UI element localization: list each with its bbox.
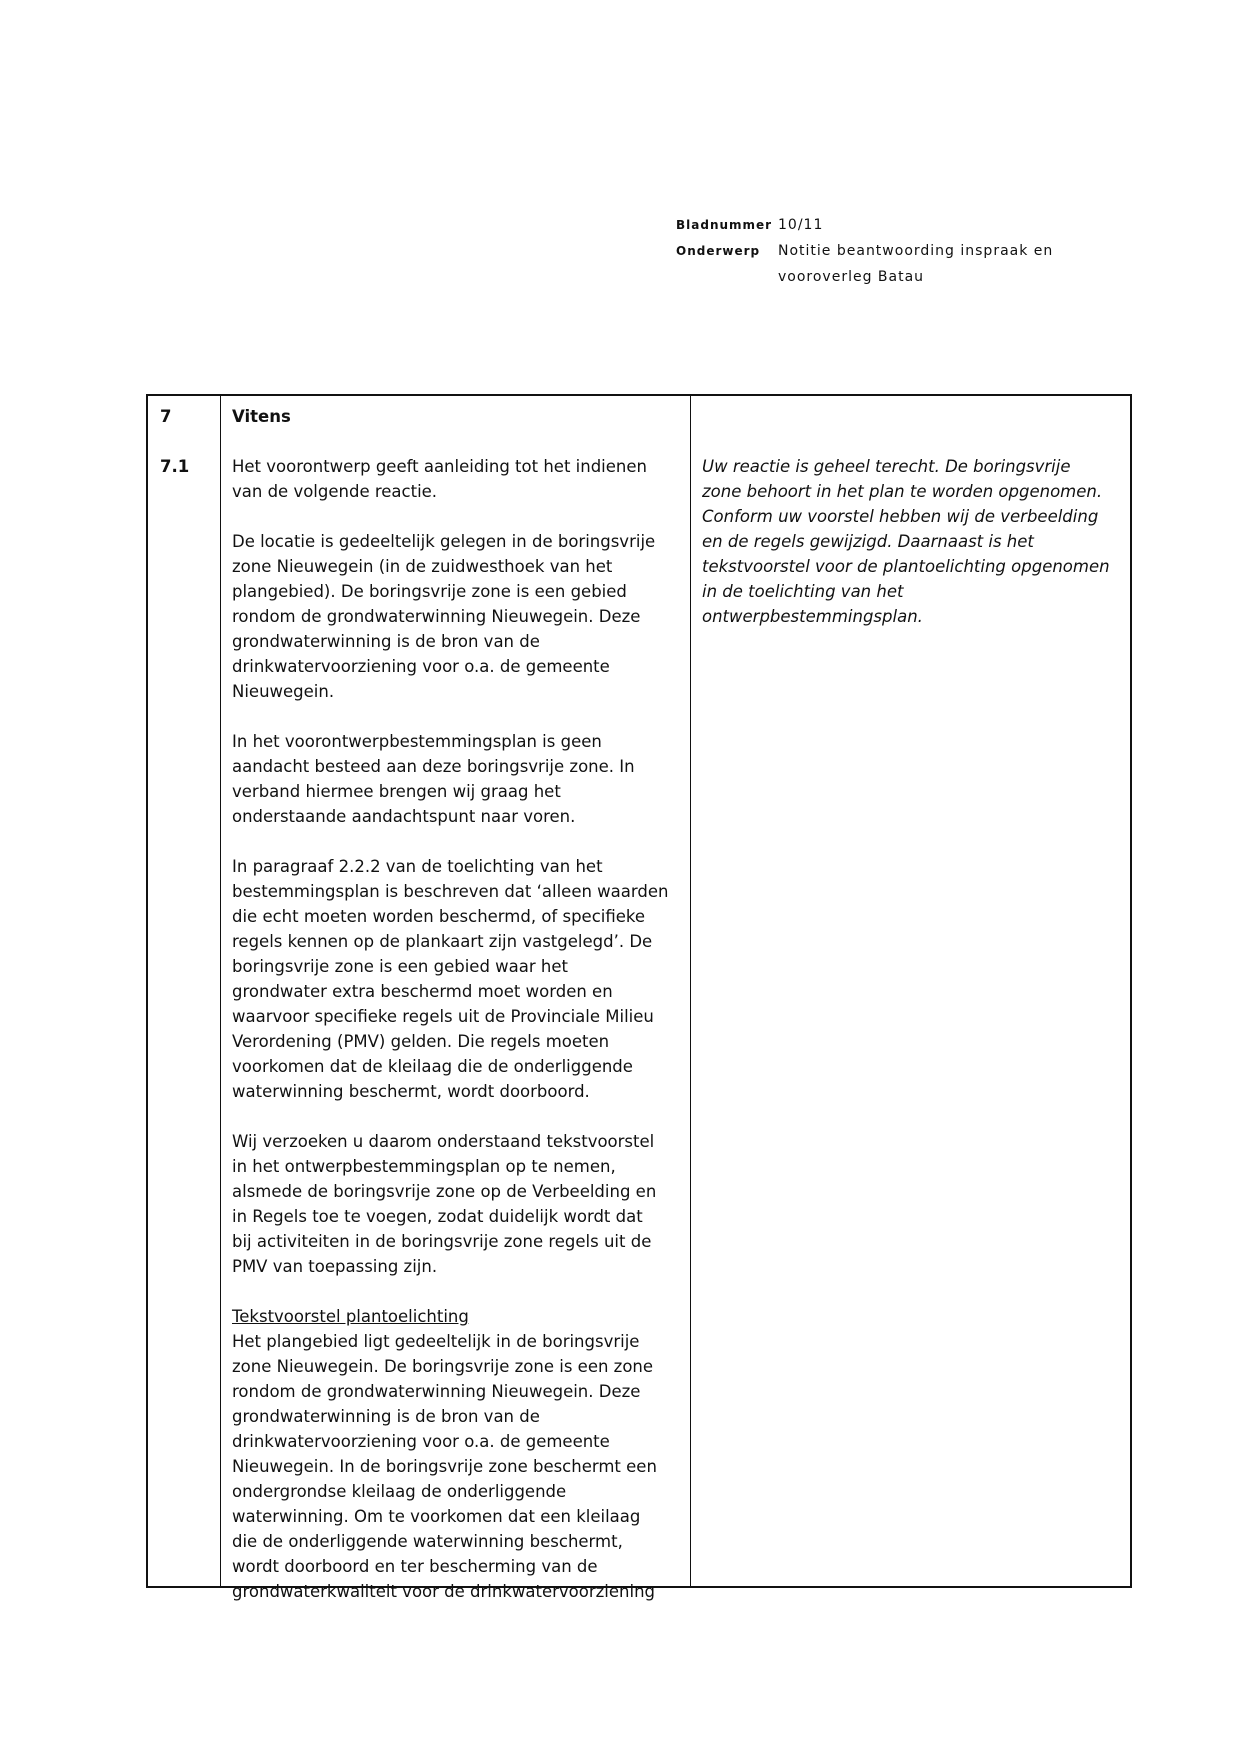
text-line: die de onderliggende waterwinning beschermt,: [232, 1532, 623, 1551]
reply-line: en de regels gewijzigd. Daarnaast is het: [702, 532, 1034, 551]
reply-line: Uw reactie is geheel terecht. De boringsvrije: [702, 457, 1071, 476]
text-line: die echt moeten worden beschermd, of specifieke: [232, 907, 646, 926]
text-line: ondergrondse kleilaag de onderliggende: [232, 1482, 567, 1501]
paragraph: [232, 729, 684, 829]
text-line: van de volgende reactie.: [232, 482, 438, 501]
text-line: boringsvrije zone is een gebied waar het: [232, 957, 568, 976]
text-line: Nieuwegein. In de boringsvrije zone beschermt een: [232, 1457, 657, 1476]
subject-label: Onderwerp: [676, 244, 761, 258]
document-header: [676, 212, 1096, 290]
reply-line: zone behoort in het plan te worden opgenomen.: [702, 482, 1103, 501]
page-number-row: [676, 212, 1096, 238]
text-line: plangebied). De boringsvrije zone is een gebied: [232, 582, 627, 601]
paragraph: [232, 454, 684, 504]
text-line: zone Nieuwegein. De boringsvrije zone is een zone: [232, 1357, 654, 1376]
text-line: drinkwatervoorziening voor o.a. de gemeente: [232, 657, 610, 676]
column-divider: [220, 396, 221, 1586]
subject-value: [778, 238, 1053, 290]
subject-line: vooroverleg Batau: [778, 269, 925, 285]
proposal-section: [232, 1304, 684, 1604]
text-line: Wij verzoeken u daarom onderstaand tekstvoorstel: [232, 1132, 655, 1151]
text-line: PMV van toepassing zijn.: [232, 1257, 438, 1276]
reply-line: ontwerpbestemmingsplan.: [702, 607, 923, 626]
text-line: waterwinning. Om te voorkomen dat een kleilaag: [232, 1507, 641, 1526]
text-line: Het plangebied ligt gedeeltelijk in de boringsvrije: [232, 1332, 640, 1351]
text-line: grondwaterkwaliteit voor de drinkwatervoorziening: [232, 1582, 656, 1601]
section-number: 7: [160, 407, 172, 426]
text-line: onderstaande aandachtspunt naar voren.: [232, 807, 576, 826]
text-line: bestemmingsplan is beschreven dat ‘alleen waarden: [232, 882, 669, 901]
page-number-value: 10/11: [778, 217, 824, 233]
text-line: wordt doorboord en ter bescherming van de: [232, 1557, 598, 1576]
text-line: grondwaterwinning is de bron van de: [232, 632, 540, 651]
reply-line: in de toelichting van het: [702, 582, 904, 601]
text-line: Het voorontwerp geeft aanleiding tot het indienen: [232, 457, 647, 476]
subject-row: [676, 238, 1096, 290]
reply-text: [702, 454, 1130, 629]
reply-line: Conform uw voorstel hebben wij de verbeelding: [702, 507, 1099, 526]
text-line: voorkomen dat de kleilaag die de onderliggende: [232, 1057, 633, 1076]
proposal-heading: Tekstvoorstel plantoelichting: [232, 1307, 469, 1326]
text-line: grondwater extra beschermd moet worden en: [232, 982, 613, 1001]
text-line: Verordening (PMV) gelden. Die regels moeten: [232, 1032, 610, 1051]
text-line: grondwaterwinning is de bron van de: [232, 1407, 540, 1426]
paragraph: [232, 854, 684, 1104]
text-line: waterwinning beschermt, wordt doorboord.: [232, 1082, 590, 1101]
text-line: verband hiermee brengen wij graag het: [232, 782, 561, 801]
text-line: rondom de grondwaterwinning Nieuwegein. Deze: [232, 607, 641, 626]
section-title: Vitens: [232, 407, 291, 426]
item-number: 7.1: [160, 457, 190, 476]
text-line: In het voorontwerpbestemmingsplan is geen: [232, 732, 602, 751]
paragraph: [232, 529, 684, 704]
page-number-label: Bladnummer: [676, 218, 773, 232]
column-divider: [690, 396, 691, 1586]
text-line: aandacht besteed aan deze boringsvrije zone. In: [232, 757, 635, 776]
subject-line: Notitie beantwoording inspraak en: [778, 243, 1054, 259]
text-line: bij activiteiten in de boringsvrije zone regels uit de: [232, 1232, 652, 1251]
text-line: drinkwatervoorziening voor o.a. de gemeente: [232, 1432, 610, 1451]
text-line: rondom de grondwaterwinning Nieuwegein. Deze: [232, 1382, 641, 1401]
text-line: regels kennen op de plankaart zijn vastgelegd’. De: [232, 932, 653, 951]
text-line: waarvoor specifieke regels uit de Provinciale Milieu: [232, 1007, 654, 1026]
text-line: in Regels toe te voegen, zodat duidelijk wordt dat: [232, 1207, 643, 1226]
text-line: in het ontwerpbestemmingsplan op te nemen,: [232, 1157, 616, 1176]
text-line: In paragraaf 2.2.2 van de toelichting van het: [232, 857, 603, 876]
text-line: zone Nieuwegein (in de zuidwesthoek van het: [232, 557, 613, 576]
text-line: De locatie is gedeeltelijk gelegen in de boringsvrije: [232, 532, 656, 551]
text-line: Nieuwegein.: [232, 682, 335, 701]
reply-line: tekstvoorstel voor de plantoelichting opgenomen: [702, 557, 1110, 576]
text-line: alsmede de boringsvrije zone op de Verbeelding en: [232, 1182, 657, 1201]
response-table: [146, 394, 1132, 1601]
submission-text: [232, 454, 684, 1604]
paragraph: [232, 1129, 684, 1279]
